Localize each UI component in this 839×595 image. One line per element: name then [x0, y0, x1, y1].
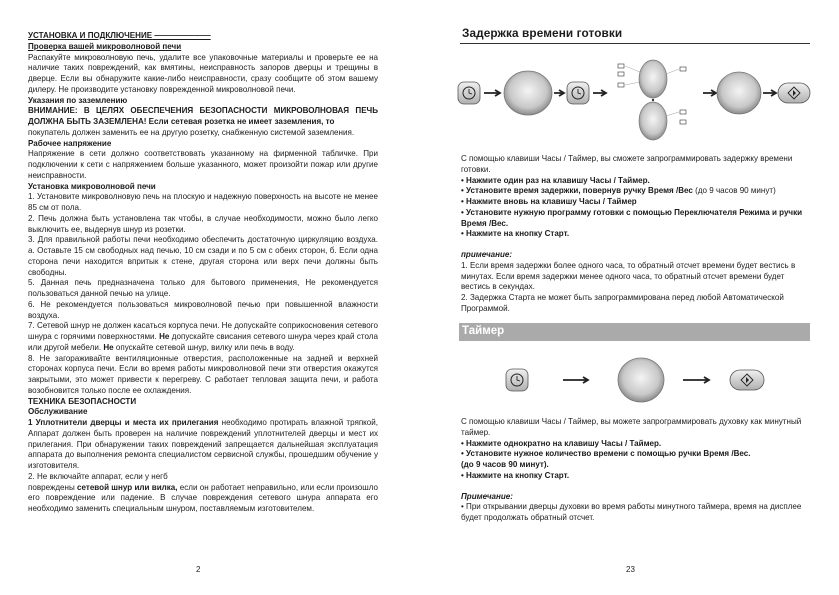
section-title-timer-bar: [459, 323, 810, 341]
delay-text-block: [461, 154, 811, 315]
timer-step-1: • Нажмите однократно на клавишу Часы / Таймер.: [461, 438, 662, 448]
delay-step-5: • Нажмите на кнопку Старт.: [461, 229, 570, 239]
timer-note: • При открывании дверцы духовки во время работы минутного таймера, время на дисплее будет продолжать обратный отсчет.: [461, 502, 802, 522]
delay-step-2: • Установите время задержки, повернув ручку Время /Вес (до 9 часов 90 минут): [461, 186, 776, 196]
arrow-right-icon: [703, 90, 716, 96]
install-item-7: 7. Сетевой шнур не должен касаться корпуса печи. Не допускайте соприкосновения сетевого шнура с горячими поверхностями. Не допускайте свисания сетевого шнура через край стола или другой мебели. Не опускайте сетевой шнур, вилку или печь в воду.: [28, 321, 378, 352]
note-2: 2. Задержка Старта не может быть запрограммирована перед любой Автоматической Программой.: [461, 293, 784, 313]
timer-step-3: • Нажмите на кнопку Старт.: [461, 470, 570, 480]
service-item-2b: повреждены сетевой шнур или вилка, если он работает неправильно, или если произошло его повреждение или падение. В случае повреждения сетевого шнура аппарата его необходимо заменить специальным шнуром, поставляемым изготовителем.: [28, 482, 378, 513]
arrow-right-icon: [593, 90, 606, 96]
arrow-right-icon: [484, 90, 500, 96]
dial-knob-icon: [717, 72, 761, 114]
section-heading-install: УСТАНОВКА И ПОДКЛЮЧЕНИЕ ———————: [28, 31, 211, 40]
timer-diagram: [505, 355, 775, 407]
delay-diagram: [455, 52, 815, 142]
page-number-left: 2: [196, 565, 201, 574]
delay-step-4: • Установите нужную программу готовки с помощью Переключателя Режима и ручки Время /Вес.: [461, 207, 803, 228]
note-1: 1. Если время задержки более одного часа, то обратный отсчет времени будет вестись в минутах. Если время задержки менее одного часа, то обратный отсчет времени будет вестись в секундах.: [461, 260, 796, 292]
warning-ground: ВНИМАНИЕ: В ЦЕЛЯХ ОБЕСПЕЧЕНИЯ БЕЗОПАСНОСТИ МИКРОВОЛНОВАЯ ПЕЧЬ ДОЛЖНА БЫТЬ ЗАЗЕМЛЕНА! Если сетевая розетка не имеет заземления, то: [28, 106, 378, 126]
subheading-ground: Указания по заземлению: [28, 95, 128, 105]
install-item-5: 5. Данная печь предназначена только для бытового применения, Не рекомендуется пользоваться данной печью на улице.: [28, 278, 378, 298]
page-number-right: 23: [626, 565, 635, 574]
section-title-delay: Задержка времени готовки: [462, 26, 623, 40]
service-item-2: 2. Не включайте аппарат, если у негб: [28, 471, 168, 481]
subheading-check: Проверка вашей микроволновой печи: [28, 41, 182, 51]
delay-step-3: • Нажмите вновь на клавишу Часы / Таймер: [461, 197, 637, 206]
install-item-2: 2. Печь должна быть установлена так чтобы, в случае необходимости, можно было легко выключить ее, выдернув шнур из розетки.: [28, 213, 378, 234]
install-item-3: 3. Для правильной работы печи необходимо обеспечить достаточную циркуляцию воздуха. а. Оставьте 15 см свободных над печью, 10 см сзади и по 5 см с обеих сторон, б. Если одна сторона печи находится впритык к стене, другая сторона или верх печи должны быть свободны.: [28, 235, 378, 277]
dial-knob-icon: [504, 71, 552, 115]
timer-note-label: Примечание:: [461, 491, 513, 501]
subheading-safety: ТЕХНИКА БЕЗОПАСНОСТИ: [28, 396, 137, 406]
timer-text-block: [461, 417, 811, 524]
timer-step-2-range: (до 9 часов 90 минут).: [461, 460, 549, 469]
paragraph-voltage: Напряжение в сети должно соответствовать указанному на фирменной табличке. При подключении к сети с напряжением больше указанного, может произойти пожар или другие неисправности.: [28, 149, 378, 180]
install-item-8: 8. Не загораживайте вентиляционные отверстия, расположенные на задней и верхней сторонах корпуса печи. Если во время работы микроволновой печи эти отверстия окажутся закрытыми, это может привести к перегреву. С работает тепловая защита печи, и работа возобновится только после ее охлаждения.: [28, 353, 378, 395]
timer-intro: С помощью клавиши Часы / Таймер, вы можете запрограммировать духовку как минутный таймер.: [461, 417, 802, 437]
start-diamond-icon: [778, 83, 810, 103]
left-page: [28, 31, 378, 515]
arrow-right-icon: [554, 90, 564, 96]
subheading-voltage: Рабочее напряжение: [28, 138, 112, 148]
title-underline: [460, 43, 810, 44]
timer-step-2: • Установите нужное количество времени с помощью ручки Время /Вес.: [461, 449, 751, 459]
paragraph-ground-tail: покупатель должен заменить ее на другую розетку, снабженную системой заземления.: [28, 127, 355, 137]
arrow-right-icon: [683, 377, 709, 383]
note-label: примечание:: [461, 250, 513, 259]
install-item-6: 6. Не рекомендуется пользоваться микроволновой печью при повышенной влажности воздуха.: [28, 299, 378, 320]
clock-timer-icon: [458, 82, 480, 104]
subheading-service: Обслуживание: [28, 407, 88, 417]
mode-selector-icon: [618, 60, 686, 140]
dial-knob-icon: [618, 358, 664, 402]
subheading-install: Установка микроволновой печи: [28, 181, 156, 191]
start-diamond-icon: [730, 370, 764, 390]
clock-timer-icon: [567, 82, 589, 104]
paragraph-check: Распакуйте микроволновую печь, удалите все упаковочные материалы и проверьте ее на наличие таких повреждений, как вмятины, неисправность запоров дверцы и трещины в дверце. Если вы обнаружите какие-либо неисправности, сразу сообщите об этом вашему дилеру. Не производите установку поврежденной микроволновой печи.: [28, 52, 378, 94]
delay-step-1: • Нажмите один раз на клавишу Часы / Таймер.: [461, 175, 650, 185]
service-item-1: 1 Уплотнители дверцы и места их прилегания необходимо протирать влажной тряпкой, Аппарат должен быть проверен на наличие повреждений уплотнителей дверцы и мест их прилегания. При обнаружении таких повреждений запрещается дальнейшая эксплуатация аппарата до выполнения ремонта специалистом сервисной службы, прошедшим обучение у изготовителя.: [28, 418, 378, 470]
delay-intro: С помощью клавиши Часы / Таймер, вы сможете запрограммировать задержку времени готовки.: [461, 154, 793, 174]
arrow-right-icon: [763, 90, 776, 96]
arrow-right-icon: [563, 377, 588, 383]
section-title-timer: Таймер: [462, 325, 505, 337]
install-item-1: 1. Установите микроволновую печь на плоскую и надежную поверхность на высоте не менее 85 см от пола.: [28, 192, 378, 212]
clock-timer-icon: [506, 369, 528, 391]
